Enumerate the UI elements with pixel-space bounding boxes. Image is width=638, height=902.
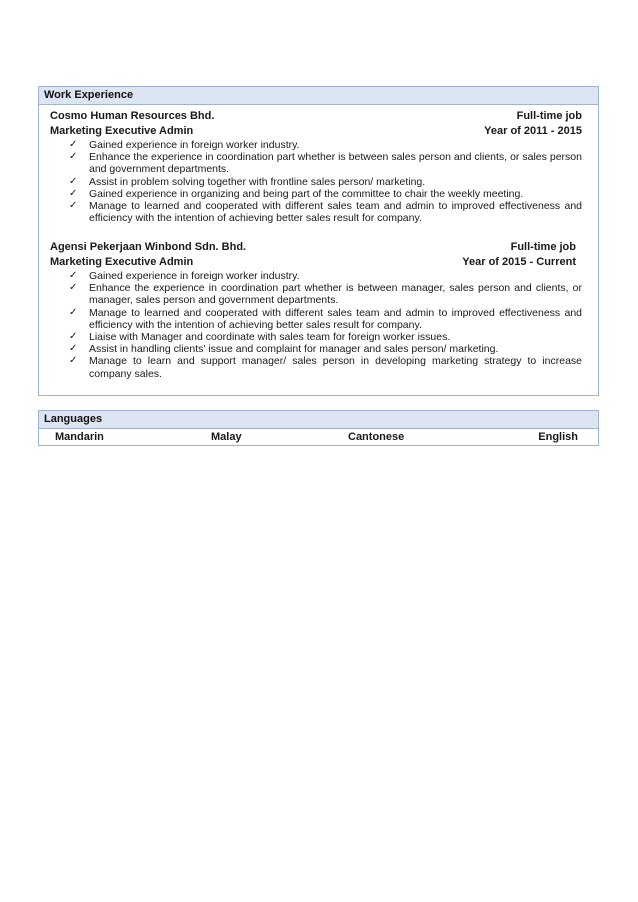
job-1-duties [69,139,582,224]
job-1-period: Year of 2011 - 2015 [484,125,582,137]
list-item [69,151,582,175]
job-1-company: Cosmo Human Resources Bhd. [50,110,215,122]
list-item [69,200,582,224]
duty-text: Manage to learned and cooperated with different sales team and admin to improved effectiveness and efficiency with the intention of achieving better sales result for company. [89,306,582,331]
language-item: Cantonese [348,431,405,443]
list-item [69,188,582,200]
checkmark-icon: ✓ [69,306,78,318]
languages-section [38,410,599,446]
list-item [69,307,582,331]
duty-text: Assist in handling clients' issue and complaint for manager and sales person/ marketing. [89,343,499,356]
duty-text: Manage to learn and support manager/ sales person in developing marketing strategy to increase company sales. [89,355,582,380]
job-2-company-row [50,240,576,254]
languages-heading: Languages [39,411,598,429]
job-2-company: Agensi Pekerjaan Winbond Sdn. Bhd. [50,241,247,253]
job-1-company-row [50,109,582,123]
duty-text: Liaise with Manager and coordinate with sales team for foreign worker issues. [89,331,451,344]
list-item [69,139,582,151]
duty-text: Assist in problem solving together with frontline sales person/ marketing. [89,175,426,188]
checkmark-icon: ✓ [69,331,78,343]
checkmark-icon: ✓ [69,139,78,150]
job-2-type: Full-time job [510,241,576,253]
checkmark-icon: ✓ [69,200,78,212]
checkmark-icon: ✓ [69,270,78,281]
duty-text: Manage to learned and cooperated with different sales team and admin to improved effectiveness and efficiency with the intention of achieving better sales result for company. [89,200,582,225]
duty-text: Gained experience in organizing and being part of the committee to chair the weekly meeting. [89,187,524,200]
work-experience-section [38,86,599,396]
language-item: Malay [211,431,242,443]
job-1-title-row [50,124,582,138]
languages-row [39,429,598,446]
list-item [69,270,582,282]
job-2-title: Marketing Executive Admin [50,256,194,268]
job-1-title: Marketing Executive Admin [50,125,194,137]
checkmark-icon: ✓ [69,355,78,367]
duty-text: Gained experience in foreign worker industry. [89,270,300,282]
duty-text: Enhance the experience in coordination part whether is between manager, sales person and clients, or manager, sales person and government departments. [89,282,582,307]
duty-text: Enhance the experience in coordination part whether is between sales person and clients, or sales person and government departments. [89,151,582,176]
job-1-type: Full-time job [516,110,582,122]
duty-text: Gained experience in foreign worker industry. [89,139,300,151]
list-item [69,282,582,306]
work-experience-heading: Work Experience [39,87,598,105]
language-item: English [538,431,578,443]
checkmark-icon: ✓ [69,282,78,294]
list-item [69,331,582,343]
checkmark-icon: ✓ [69,187,78,199]
checkmark-icon: ✓ [69,151,78,163]
job-2-period: Year of 2015 - Current [462,256,576,268]
list-item [69,355,582,379]
job-2-duties [69,270,582,380]
list-item [69,343,582,355]
language-item: Mandarin [55,431,104,443]
checkmark-icon: ✓ [69,343,78,355]
list-item [69,176,582,188]
checkmark-icon: ✓ [69,175,78,187]
job-2-title-row [50,255,576,269]
